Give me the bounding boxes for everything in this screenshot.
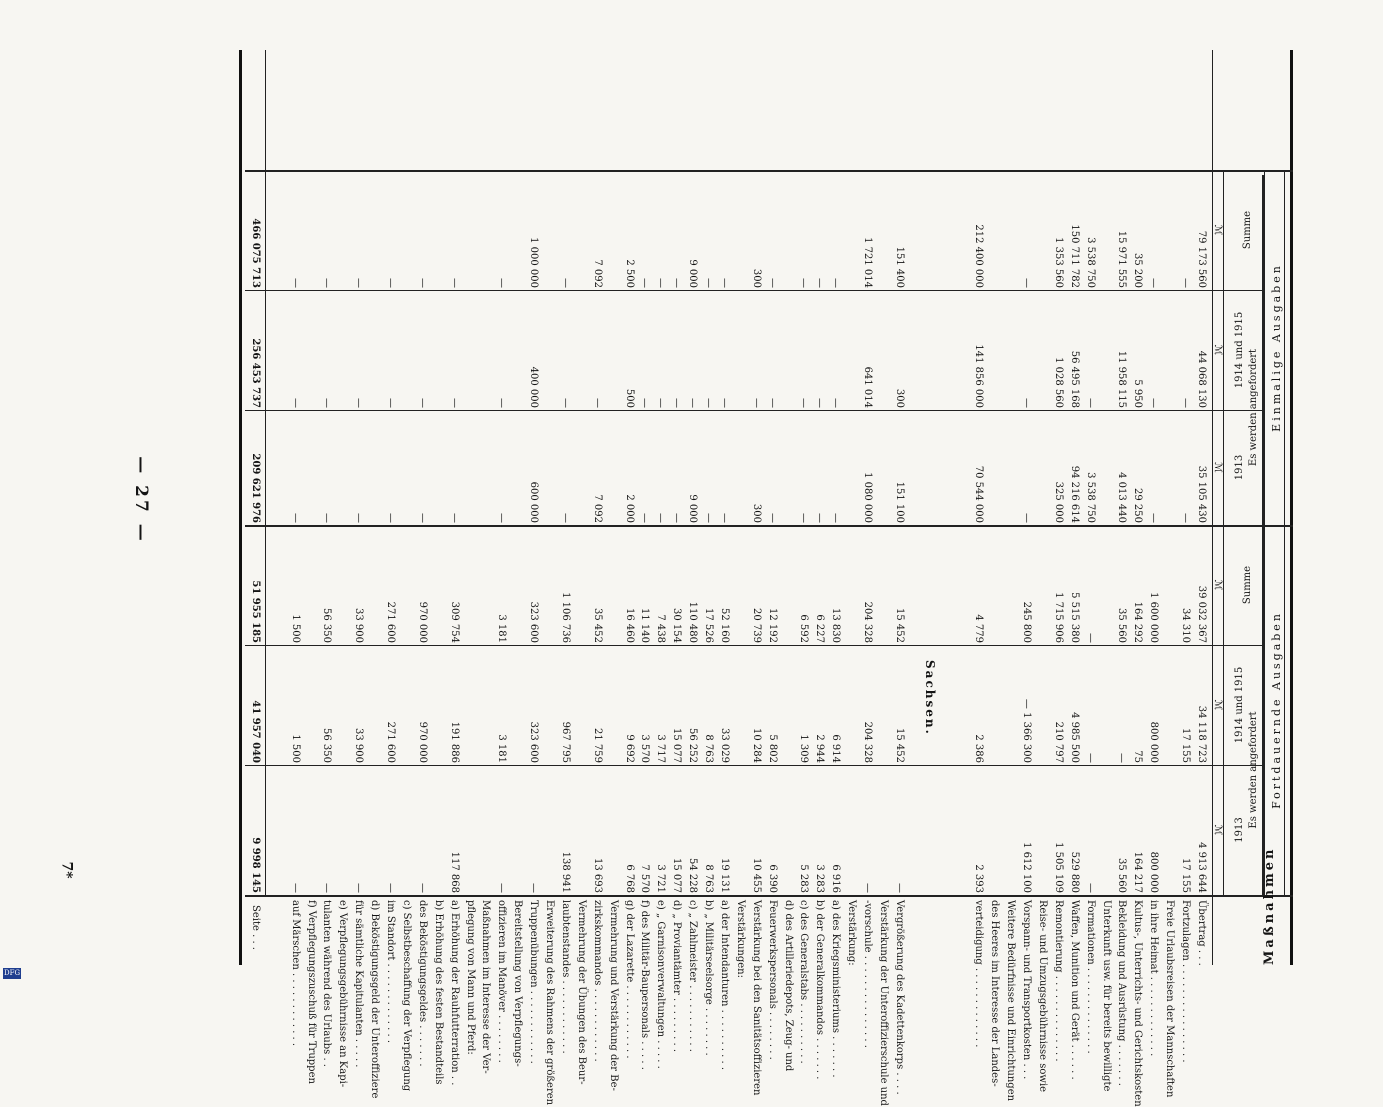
table-cell: 79 173 560 <box>1196 230 1207 288</box>
table-cell: — <box>496 513 508 523</box>
table-cell: — <box>719 398 730 408</box>
table-cell: 3 717 <box>655 734 667 763</box>
table-cell: 3 181 <box>496 614 508 643</box>
table-cell: 150 711 782 <box>1068 224 1080 288</box>
table-cell: 34 118 723 <box>1196 705 1207 763</box>
table-cell: — <box>750 398 762 408</box>
table-cell: 17 155 <box>1180 728 1192 763</box>
table-cell: — <box>591 398 603 408</box>
table-cell: — <box>703 398 715 408</box>
table-cell: 56 495 168 <box>1068 350 1080 408</box>
table-cell: 29 250 <box>1132 488 1144 523</box>
col-summe-fort: Summe <box>1242 565 1253 605</box>
page-number: — 27 — <box>131 456 151 544</box>
table-cell: 12 192 <box>766 608 778 643</box>
table-cell: — <box>560 513 571 523</box>
table-cell: — <box>766 513 778 523</box>
section-title: Sachsen. <box>922 660 937 736</box>
table-cell: 4 779 <box>973 614 985 643</box>
table-cell: — <box>703 513 715 523</box>
table-cell: 1 080 000 <box>862 472 874 523</box>
table-cell: 1 505 109 <box>1052 842 1064 893</box>
table-cell: — <box>289 398 301 408</box>
table-cell: — 1 366 300 <box>1021 698 1033 763</box>
row-label: a) Erhöhung der Rauhfutterration . . <box>448 900 460 1086</box>
row-label: c) des Generalstabs . . . . . . . . . . <box>798 900 810 1064</box>
row-label: Vermehrung und Verstärkung der Be- <box>607 900 619 1091</box>
table-cell: 1 028 560 <box>1052 357 1064 408</box>
row-label: d) des Artilleriedepots, Zeug- und <box>782 900 794 1072</box>
table-cell: 17 155 <box>1180 858 1192 893</box>
table-cell: 35 452 <box>591 608 603 643</box>
table-cell: — <box>560 278 571 288</box>
row-label: e) Verpflegungsgebührnisse an Kapi- <box>337 900 349 1088</box>
table-cell: 35 200 <box>1132 253 1144 288</box>
table-cell: — <box>496 398 508 408</box>
row-label: zirkskommandos . . . . . . . . . . . . <box>591 900 603 1062</box>
table-cell: — <box>1180 398 1192 408</box>
table-cell: 6 227 <box>814 614 826 643</box>
table-cell: 300 <box>893 388 905 408</box>
row-label: f) Verpflegungszuschuß für Truppen <box>305 900 317 1084</box>
row-label: Verstärkung: <box>846 900 858 966</box>
table-cell: 151 400 <box>893 246 905 288</box>
table-cell: 52 160 <box>719 608 730 643</box>
table-cell: — <box>687 398 699 408</box>
table-cell: — <box>830 513 842 523</box>
table-cell: — <box>528 883 540 893</box>
row-label: in ihre Heimat . . . . . . . . . . . . . <box>1148 900 1160 1057</box>
table-cell: 1 600 000 <box>1148 592 1160 643</box>
table-cell: 164 292 <box>1132 601 1144 643</box>
row-label: Verstärkung bei den Sanitätsoffizieren <box>750 900 762 1096</box>
seite-label: Seite . . . <box>250 905 261 950</box>
table-cell: 20 739 <box>750 608 762 643</box>
table-cell: 1 500 <box>289 734 301 763</box>
seite-total: 9 998 145 <box>250 837 261 893</box>
table-cell: 7 438 <box>655 614 667 643</box>
row-label: c) „ Zahlmeister . . . . . . . . . . . <box>687 900 699 1052</box>
table-cell: 3 538 750 <box>1084 237 1096 288</box>
table-cell: 9 000 <box>687 259 699 288</box>
table-cell: 10 284 <box>750 728 762 763</box>
table-cell: — <box>416 883 428 893</box>
row-label: a) der Intendanturen . . . . . . . . . . <box>719 900 730 1071</box>
row-label: des Heeres im Interesse der Landes- <box>989 900 1001 1087</box>
table-cell: 35 560 <box>1116 858 1128 893</box>
table-cell: 5 515 380 <box>1068 592 1080 643</box>
col-1913-fort: 1913 <box>1234 817 1245 843</box>
table-cell: 529 880 <box>1068 851 1080 893</box>
header-fortdauernde: Fortdauernde Ausgaben <box>1270 611 1283 809</box>
table-cell: — <box>385 513 397 523</box>
table-cell: — <box>496 278 508 288</box>
table-cell: — <box>1148 513 1160 523</box>
table-cell: — <box>416 513 428 523</box>
row-label: b) Erhöhung des festen Bestandteils <box>432 900 444 1085</box>
table-cell: 3 570 <box>639 734 651 763</box>
table-cell: 7 570 <box>639 864 651 893</box>
table-cell: — <box>798 513 810 523</box>
header-einmalige: Einmalige Ausgaben <box>1270 263 1283 432</box>
unit-c2: ℳ <box>1212 699 1223 711</box>
table-cell: — <box>1148 278 1160 288</box>
row-label: laubtenstandes . . . . . . . . . . . . <box>560 900 571 1054</box>
row-label: c) Selbstbeschaffung der Verpflegung <box>401 900 412 1092</box>
table-cell: 56 350 <box>321 728 333 763</box>
row-label: im Standort . . . . . . . . . . . . . <box>385 900 397 1043</box>
table-cell: 54 228 <box>687 858 699 893</box>
row-label: Unterkunft usw. für bereits bewilligte <box>1100 900 1112 1092</box>
table-cell: — <box>639 278 651 288</box>
row-label: Bekleidung und Ausrüstung . . . . . . . <box>1116 900 1128 1086</box>
row-label: g) der Lazarette . . . . . . . . . . . . <box>623 900 635 1059</box>
table-cell: — <box>766 398 778 408</box>
row-label: auf Märschen . . . . . . . . . . . . <box>289 900 301 1047</box>
row-label: Feuerwerkspersonals . . . . . . . . <box>766 900 778 1060</box>
table-cell: — <box>671 278 683 288</box>
table-cell: 800 000 <box>1148 851 1160 893</box>
table-cell: 21 759 <box>591 728 603 763</box>
seite-total: 466 075 713 <box>250 218 261 288</box>
row-label: Verstärkungen: <box>734 900 746 978</box>
row-label: Formationen . . . . . . . . . . . . . . <box>1084 900 1096 1054</box>
table-cell: — <box>639 398 651 408</box>
table-cell: — <box>703 278 715 288</box>
row-label: offizieren im Manöver . . . . . . . . <box>496 900 508 1063</box>
table-cell: 5 950 <box>1132 379 1144 408</box>
dfg-logo-icon: DFG <box>3 969 21 977</box>
table-cell: — <box>289 513 301 523</box>
table-cell: 75 <box>1132 750 1144 763</box>
table-cell: 15 452 <box>893 608 905 643</box>
table-cell: 4 913 644 <box>1196 842 1207 893</box>
table-cell: 191 886 <box>448 721 460 763</box>
table-cell: 1 721 014 <box>862 237 874 288</box>
row-label: für sämtliche Kapitulanten . . . . . <box>353 900 365 1068</box>
table-cell: — <box>862 883 874 893</box>
table-cell: 204 328 <box>862 601 874 643</box>
row-label: Fortzulagen . . . . . . . . . . . . . . . . <box>1180 900 1192 1063</box>
table-cell: 9 692 <box>623 734 635 763</box>
table-cell: — <box>448 278 460 288</box>
table-cell: 3 283 <box>814 864 826 893</box>
table-cell: 5 283 <box>798 864 810 893</box>
table-cell: 15 077 <box>671 728 683 763</box>
table-cell: 33 900 <box>353 728 365 763</box>
table-cell: — <box>448 398 460 408</box>
table-cell: 5 802 <box>766 734 778 763</box>
table-cell: 271 600 <box>385 721 397 763</box>
table-cell: 800 000 <box>1148 721 1160 763</box>
table-cell: 970 000 <box>416 601 428 643</box>
table-cell: 3 181 <box>496 734 508 763</box>
table-cell: — <box>353 513 365 523</box>
table-cell: — <box>321 278 333 288</box>
row-label: Reise- und Umzugsgebührnisse sowie <box>1037 900 1048 1093</box>
table-cell: — <box>639 513 651 523</box>
table-cell: — <box>1116 753 1128 763</box>
row-label: Truppenübungen . . . . . . . . . . . . <box>528 900 540 1064</box>
col-1914-fort: 1914 und 1915 <box>1234 666 1245 744</box>
table-cell: 1 309 <box>798 734 810 763</box>
unit-c1: ℳ <box>1212 824 1223 836</box>
table-cell: 10 455 <box>750 858 762 893</box>
table-cell: — <box>671 398 683 408</box>
row-label: verteidigung . . . . . . . . . . . . . <box>973 900 985 1048</box>
table-cell: — <box>560 398 571 408</box>
row-label: Bereitstellung von Verpflegungs- <box>512 900 524 1067</box>
table-cell: 33 029 <box>719 728 730 763</box>
table-cell: — <box>1084 753 1096 763</box>
table-cell: 6 768 <box>623 864 635 893</box>
table-cell: 2 000 <box>623 494 635 523</box>
table-cell: 212 400 000 <box>973 224 985 288</box>
table-cell: 325 000 <box>1052 481 1064 523</box>
table-cell: 151 100 <box>893 481 905 523</box>
table-cell: 19 131 <box>719 858 730 893</box>
table-cell: 7 092 <box>591 494 603 523</box>
row-label: Erweiterung des Rahmens der größeren <box>544 900 556 1106</box>
table-cell: 8 763 <box>703 864 715 893</box>
table-cell: 1 000 000 <box>528 237 540 288</box>
table-cell: 117 868 <box>448 851 460 893</box>
table-cell: 309 754 <box>448 601 460 643</box>
table-cell: — <box>353 398 365 408</box>
table-cell: — <box>830 398 842 408</box>
table-cell: — <box>814 398 826 408</box>
table-cell: 2 944 <box>814 734 826 763</box>
table-cell: — <box>671 513 683 523</box>
col-1914-einm: 1914 und 1915 <box>1234 311 1245 389</box>
row-label: Kultus-, Unterrichts- und Gerichtskosten <box>1132 900 1144 1107</box>
table-cell: 44 068 130 <box>1196 350 1207 408</box>
table-cell: — <box>1021 278 1033 288</box>
table-cell: 11 958 115 <box>1116 350 1128 408</box>
table-cell: 2 500 <box>623 259 635 288</box>
seite-total: 41 957 040 <box>250 700 261 763</box>
table-cell: — <box>353 883 365 893</box>
corner-mark: 7* <box>58 861 75 879</box>
row-label: Weitere Bedürfnisse und Einrichtungen <box>1005 900 1017 1102</box>
table-cell: — <box>893 883 905 893</box>
table-cell: 641 014 <box>862 366 874 408</box>
unit-c6: ℳ <box>1212 224 1223 236</box>
seite-total: 51 955 185 <box>250 580 261 643</box>
table-cell: — <box>814 513 826 523</box>
table-cell: 15 971 555 <box>1116 230 1128 288</box>
row-label: Waffen, Munition und Gerät . . . . . . <box>1068 900 1080 1080</box>
table-cell: 3 721 <box>655 864 667 893</box>
table-cell: 16 460 <box>623 608 635 643</box>
table-cell: 94 216 614 <box>1068 465 1080 523</box>
unit-c4: ℳ <box>1212 462 1223 473</box>
table-cell: 13 693 <box>591 858 603 893</box>
table-cell: 4 985 500 <box>1068 712 1080 763</box>
seite-total: 256 453 737 <box>250 338 261 408</box>
table-cell: 11 140 <box>639 608 651 643</box>
table-cell: 6 390 <box>766 864 778 893</box>
row-label: b) „ Militärseelsorge . . . . . . . . <box>703 900 715 1056</box>
row-label: des Beköstigungsgeldes . . . . . . . <box>416 900 428 1067</box>
table-cell: 35 560 <box>1116 608 1128 643</box>
table-cell: 34 310 <box>1180 608 1192 643</box>
row-label: Übertrag . . . <box>1196 900 1207 966</box>
table-cell: — <box>798 278 810 288</box>
row-label: d) Beköstigungsgeld der Unteroffiziere <box>369 900 381 1099</box>
row-label: Remontierung . . . . . . . . . . . . . . <box>1052 900 1064 1062</box>
table-cell: 2 393 <box>973 864 985 893</box>
table-cell: 70 544 000 <box>973 465 985 523</box>
table-cell: 6 916 <box>830 864 842 893</box>
row-label: Freie Urlaubsreisen der Mannschaften <box>1164 900 1176 1098</box>
table-cell: 300 <box>750 268 762 288</box>
table-cell: 35 105 430 <box>1196 465 1207 523</box>
table-cell: 30 154 <box>671 608 683 643</box>
table-cell: 1 106 736 <box>560 592 571 643</box>
header-massnahmen: Maßnahmen <box>1262 846 1277 965</box>
table-cell: 138 941 <box>560 851 571 893</box>
table-cell: 4 013 440 <box>1116 472 1128 523</box>
table-cell: — <box>321 883 333 893</box>
table-cell: 6 914 <box>830 734 842 763</box>
table-cell: — <box>766 278 778 288</box>
table-cell: 204 328 <box>862 721 874 763</box>
table-cell: 9 000 <box>687 494 699 523</box>
table-cell: 245 800 <box>1021 601 1033 643</box>
table-cell: 300 <box>750 503 762 523</box>
row-label: Vergrößerung des Kadettenkorps . . . . <box>893 900 905 1095</box>
col-1913-einm: 1913 <box>1234 454 1245 481</box>
table-cell: 1 612 100 <box>1021 842 1033 893</box>
table-cell: 400 000 <box>528 366 540 408</box>
row-label: Maßnahmen im Interesse der Ver- <box>480 900 492 1074</box>
table-cell: 600 000 <box>528 481 540 523</box>
row-label: a) des Kriegsministeriums . . . . . . . <box>830 900 842 1078</box>
table-cell: 6 592 <box>798 614 810 643</box>
table-cell: 17 526 <box>703 608 715 643</box>
table-cell: — <box>798 398 810 408</box>
row-label: Vorspann- und Transportkosten . . . <box>1021 900 1033 1080</box>
table-cell: 271 600 <box>385 601 397 643</box>
table-cell: 500 <box>623 388 635 408</box>
table-cell: — <box>321 398 333 408</box>
unit-c5: ℳ <box>1212 344 1223 356</box>
row-label: -vorschule . . . . . . . . . . . . . . . <box>862 900 874 1048</box>
table-cell: 967 795 <box>560 721 571 763</box>
table-cell: 8 763 <box>703 734 715 763</box>
table-cell: — <box>1084 398 1096 408</box>
table-cell: 15 452 <box>893 728 905 763</box>
table-cell: — <box>289 278 301 288</box>
table-cell: — <box>1084 883 1096 893</box>
table-cell: — <box>289 883 301 893</box>
table-cell: — <box>1021 513 1033 523</box>
table-cell: 13 830 <box>830 608 842 643</box>
table-cell: — <box>1021 398 1033 408</box>
table-cell: 56 252 <box>687 728 699 763</box>
table-cell: — <box>385 883 397 893</box>
table-cell: 33 900 <box>353 608 365 643</box>
table-cell: — <box>385 278 397 288</box>
seite-total: 209 621 976 <box>250 453 261 523</box>
table-cell: 3 538 750 <box>1084 472 1096 523</box>
row-label: tulanten während des Urlaubs . . <box>321 900 333 1067</box>
row-label: d) „ Proviantämter . . . . . . . . . <box>671 900 683 1053</box>
table-cell: — <box>353 278 365 288</box>
table-cell: 7 092 <box>591 259 603 288</box>
col-summe-einm: Summe <box>1242 210 1253 250</box>
table-cell: — <box>655 513 667 523</box>
table-cell: 15 077 <box>671 858 683 893</box>
row-label: pflegung von Mann und Pferd: <box>464 900 476 1055</box>
table-cell: — <box>719 278 730 288</box>
table-cell: 1 500 <box>289 614 301 643</box>
row-label: e) „ Garnisonverwaltungen . . . . . <box>655 900 667 1069</box>
table-cell: 56 350 <box>321 608 333 643</box>
table-cell: — <box>448 513 460 523</box>
table-cell: — <box>416 398 428 408</box>
row-label: f) des Militär-Baupersonals . . . . . <box>639 900 651 1070</box>
row-label: b) der Generalkommandos . . . . . . . <box>814 900 826 1080</box>
row-label: Verstärkung der Unteroffizierschule und <box>878 900 889 1106</box>
table-cell: — <box>655 278 667 288</box>
table-cell: — <box>719 513 730 523</box>
table-cell: 2 386 <box>973 734 985 763</box>
subheader-es-werden-fort: Es werden angefordert <box>1248 711 1259 829</box>
row-label: Vermehrung der Übungen des Beur- <box>575 900 587 1085</box>
table-cell: 323 600 <box>528 601 540 643</box>
table-cell: — <box>321 513 333 523</box>
table-cell: 323 600 <box>528 721 540 763</box>
table-cell: — <box>496 883 508 893</box>
table-cell: 110 480 <box>687 601 699 643</box>
table-cell: — <box>1180 513 1192 523</box>
table-cell: — <box>814 278 826 288</box>
table-cell: — <box>1084 633 1096 643</box>
table-cell: 141 856 000 <box>973 344 985 408</box>
table-cell: — <box>385 398 397 408</box>
table-cell: 39 032 367 <box>1196 585 1207 643</box>
table-cell: 164 217 <box>1132 851 1144 893</box>
table-cell: — <box>1148 398 1160 408</box>
table-cell: 970 000 <box>416 721 428 763</box>
subheader-es-werden-einm: Es werden angefordert <box>1248 348 1259 467</box>
table-cell: — <box>655 398 667 408</box>
table-cell: — <box>1180 278 1192 288</box>
table-cell: — <box>830 278 842 288</box>
unit-c3: ℳ <box>1212 579 1223 591</box>
table-cell: 210 797 <box>1052 721 1064 763</box>
table-cell: 1 715 906 <box>1052 592 1064 643</box>
table-cell: 1 353 560 <box>1052 237 1064 288</box>
table-cell: — <box>416 278 428 288</box>
